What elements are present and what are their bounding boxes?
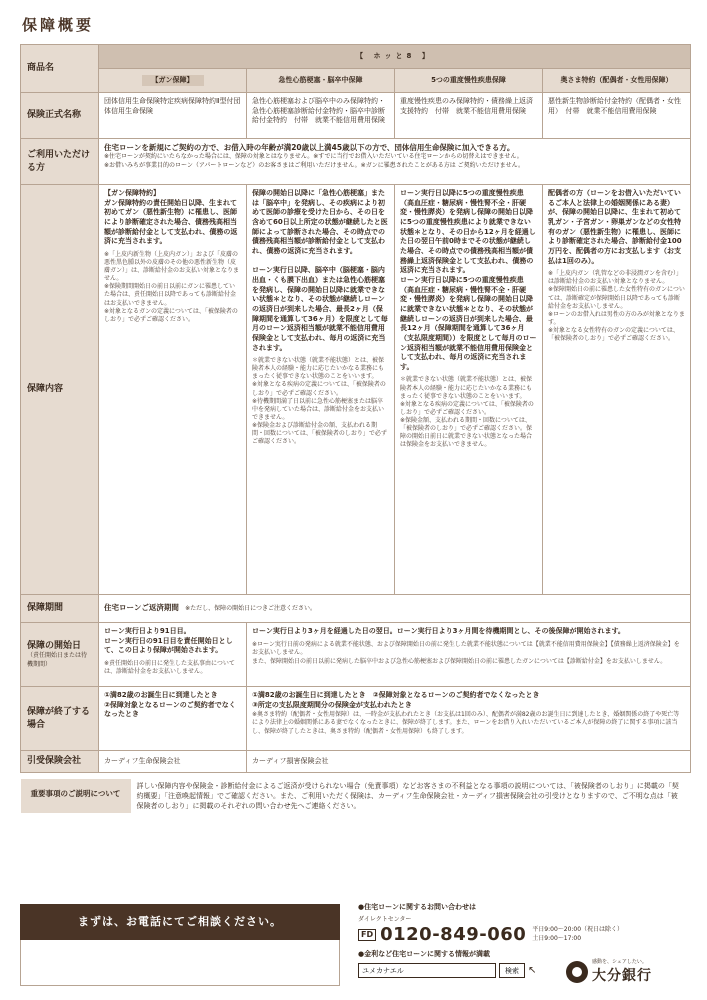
phone-number[interactable]: 0120-849-060 — [380, 924, 527, 945]
content-heart-stroke-main: 保障の開始日以降に「急性心筋梗塞」または「脳卒中」を発病し、その疾病により初めて医師の診療を受けた日から、その日を含めて60日以上所定の状態が継続したと医師によって診断された場合、その時点での債務残高相当額が診断給付金として支払われ、債務の返済に充当されます。 ローン実行日以降、脳卒中（脳梗塞・脳内出血・くも膜下出血）または急性心筋梗塞を発病し、保障の開始日以降に就業できない状態＊となり、その状態が継続しローンの返済日が到来した場合、最長2ヶ月（保障期間を通算して36ヶ月）を限度として毎月のローン返済相当額が就業不能信用費用保険金として支払われ、毎月の返済に充当されます。 — [252, 189, 388, 352]
end-right — [247, 687, 691, 751]
row-label-eligible: ご利用いただける方 — [21, 139, 99, 185]
end-left — [99, 687, 247, 751]
eligible-main: 住宅ローンを新規にご契約の方で、お借入時の年齢が満20歳以上満45歳以下の方で、団体信用生命保険に加入できる方。 — [104, 143, 515, 152]
column-header-heart-stroke: 急性心筋梗塞・脳卒中保障 — [247, 69, 395, 93]
end-right-note: ※奥さま特約（配偶者・女性用保障）は、一時金が支払われたとき（お支払は1回のみ）、配偶者が満82歳のお誕生日に到達したとき、婚姻関係の終了や死亡等により法律上の婚姻関係にある妻でなくなったときに、保障が終了します。また、ローンをお借り入れいただいているご本人が保障の終了に関する事項に該当し、保障が終了したときは、奥さま特約（配偶者・女性用保障）も終了します。 — [252, 711, 680, 735]
search-button[interactable]: 検索 — [499, 963, 525, 978]
official-name-spouse: 悪性新生物診断給付金特約（配偶者・女性用） 付帯 就業不能信用費用保険 — [543, 93, 691, 139]
column-header-spouse: 奥さま特約（配偶者・女性用保障） — [543, 69, 691, 93]
search-input[interactable] — [358, 963, 496, 978]
logo-name: 大分銀行 — [592, 968, 652, 984]
end-left-main: ①満82歳のお誕生日に到達したとき ②保障対象となるローンのご契約者でなくなったとき — [104, 691, 236, 719]
start-left-main: ローン実行日より91日目。 ローン実行日の91日目を責任開始日として、この日より保障が開始されます。 — [104, 627, 233, 655]
start-left — [99, 623, 247, 687]
row-label-product: 商品名 — [21, 45, 99, 93]
start-right — [247, 623, 691, 687]
start-label: 保障の開始日 — [27, 641, 82, 652]
content-chronic-main: ローン実行日以降に5つの重度慢性疾患（高血圧症・糖尿病・慢性腎不全・肝硬変・慢性膵炎）を発病し保障の開始日以降に5つの重度慢性疾患により就業できない状態＊となり、その日から12ヶ月を経過した日の翌日午前0時までその状態が継続した場合、その時点での債務残高相当額が債務繰上返済保険金として支払われ、債務の返済に充当されます。 ローン実行日以降に5つの重度慢性疾患（高血圧症・糖尿病・慢性腎不全・肝硬変・慢性膵炎）を発病し保障の開始日以降に就業できない状態＊となり、その状態が継続しローンの返済日が到来した場合、最長12ヶ月（保障期間を通算して36ヶ月（支払限度期間））を限度として毎月のローン返済相当額が就業不能信用費用保険金として支払われ、毎月の返済に充当されます。 — [400, 189, 537, 371]
hours-weekday: 平日9:00〜20:00（祝日は除く） — [532, 926, 624, 934]
column-header-cancer: 【ガン保障】 — [99, 69, 247, 93]
cta-banner: まずは、お電話にてご相談ください。 — [20, 904, 340, 940]
content-heart-stroke — [247, 185, 395, 595]
insurer-left: カーディフ生命保険会社 — [99, 751, 247, 773]
content-spouse-main: 配偶者の方（ローンをお借入いただいているご本人と法律上の婚姻関係にある妻）が、保障の開始日以降に、生まれて初めて乳ガン・子宮ガン・卵巣ガンなどの女性特有のガン（悪性新生物）に罹患し、医師により診断確定された場合、診断給付金100万円を、配偶者の方にお支払します（お支払は1回のみ）。 — [548, 189, 682, 265]
content-spouse — [543, 185, 691, 595]
content-heart-stroke-notes: ＊就業できない状態（就業不能状態）とは、被保険者本人の経験・能力に応じたいかなる業務にもまったく従事できない状態のことをいいます。 ※対象となる疾病の定義については、「被保険者のしおり」で必ずご確認ください。 ※待機期間満了日以前に急性心筋梗塞または脳卒中を発病していた場合は、診断給付金をお支払いできません。 ※保険金および診断給付金の額、支払われる期間・回数については、「被保険者のしおり」で必ずご確認ください。 — [252, 357, 387, 446]
eligible-cell — [99, 139, 691, 185]
coverage-table — [20, 44, 691, 817]
logo-tagline: 感動を、シェアしたい。 — [592, 959, 647, 965]
content-cancer-main: 【ガン保障特約】 ガン保障特約の責任開始日以降、生まれて初めてガン（悪性新生物）に罹患し、医師により診断確定された場合、債務残高相当額が診断給付金として支払われ、債務の返済に充当されます。 — [104, 189, 238, 246]
row-label-insurer: 引受保険会社 — [21, 751, 99, 773]
search-label: ●金利など住宅ローンに関する情報が満載 — [358, 950, 490, 958]
period-main: 住宅ローンご返済期間 — [104, 603, 179, 613]
period-note: ※ただし、保障の開始日につきご注意ください。 — [185, 605, 317, 613]
logo-mark-icon — [566, 961, 588, 983]
important-text: 詳しい保障内容や保険金・診断給付金によるご返済が受けられない場合（免責事項）などお客さまの不利益となる事項の説明については、「被保険者のしおり」に掲載の「契約概要」「注意喚起情報」でご確認ください。また、ご利用いただく保険は、カーディフ生命保険会社・カーディフ損害保険会社の引受けとなりますので、ご不明な点は「被保険者のしおり」に掲載のそれぞれの問い合わせ先へご連絡ください。 — [136, 782, 679, 811]
content-chronic-notes: ＊就業できない状態（就業不能状態）とは、被保険者本人の経験・能力に応じたいかなる業務にもまったく従事できない状態のことをいいます。 ※対象となる疾病の定義については、「被保険者のしおり」で必ずご確認ください。 ※保険金額、支払われる期間・回数については、「被保険者のしおり」で必ずご確認ください。保障の開始日前日に就業できない状態となった場合は保険金をお支払いできません。 — [400, 376, 534, 449]
contact-sub: ダイレクトセンター — [358, 916, 412, 923]
column-header-chronic: 5つの重度慢性疾患保障 — [395, 69, 543, 93]
important-label: 重要事項のご説明について — [21, 779, 131, 813]
eligible-note-2: ※お借いみちが事業目的のローン（アパートローンなど）のお客さまはご利用いただけません。※ガンに罹患されたことがある方は ご契約いただけません。 — [104, 161, 524, 169]
content-chronic — [395, 185, 543, 595]
contact-label: ●住宅ローンに関するお問い合わせは — [358, 903, 476, 911]
start-right-note-1: ※ローン実行日前の発病による就業不能状態、および保障開始日の前に発生した就業不能状態については【就業不能信用費用保険金】【債務繰上返済保険金】をお支払いしません。 — [252, 640, 680, 656]
row-label-end: 保障が終了する場合 — [21, 687, 99, 751]
hours — [532, 926, 623, 943]
start-right-note-2: また、保障開始日の前日以前に発病した脳卒中および急性心筋梗塞および保障開始日の前に罹患したガンについては【診断給付金】をお支払いしません。 — [252, 657, 667, 665]
end-right-main: ①満82歳のお誕生日に到達したとき ②保障対象となるローンのご契約者でなくなったとき ③所定の支払限度期間分の保険金が支払われたとき — [252, 691, 540, 709]
content-spouse-notes: ※「上皮内ガン（乳管などの非浸潤ガンを含む）」は診断給付金のお支払い対象となりません。 ※保障開始日の前に罹患した女性特有のガンについては、診断確定が保障開始日以降であっても診断給付金をお支払いしません。 ※ローンのお借入れは男性の方のみが対象となります。 ※対象となる女性特有のガンの定義については、「被保険者のしおり」で必ずご確認ください。 — [548, 270, 685, 342]
product-header: 【 ホッと8 】 — [99, 45, 691, 69]
row-label-content: 保障内容 — [21, 185, 99, 595]
content-cancer — [99, 185, 247, 595]
start-left-note: ※責任開始日の前日に発生した支払事由については、診断給付金をお支払いしません。 — [104, 659, 235, 676]
cta-box — [20, 940, 340, 986]
official-name-chronic: 重度慢性疾患のみ保障特約・債務繰上返済支援特約 付帯 就業不能信用費用保険 — [395, 93, 543, 139]
start-label-note: （責任開始日または待機期間） — [27, 652, 88, 668]
content-cancer-notes: ※「上皮内新生物（上皮内ガン）」および「皮膚の悪性黒色腫以外の皮膚のその他の悪性新生物（皮膚ガン）」は、診断給付金のお支払い対象となりません。 ※保険期間開始日の前日以前にガンに罹患していた場合は、責任開始日以降であっても診断給付金はお支払いできません。 ※対象となるガンの定義については、「被保険者のしおり」で必ずご確認ください。 — [104, 250, 240, 323]
official-name-heart-stroke: 急性心筋梗塞および脳卒中のみ保障特約・急性心筋梗塞診断給付金特約・脳卒中診断給付金特約 付帯 就業不能信用費用保険 — [247, 93, 395, 139]
eligible-note-1: ※住宅ローンが契約にいたらなかった場合には、保障の対象とはなりません。※すでに当行でお借入いただいている住宅ローンからの切替えはできません。 — [104, 153, 523, 161]
insurer-right: カーディフ損害保険会社 — [247, 751, 691, 773]
period-cell — [99, 595, 691, 623]
start-right-main: ローン実行日より3ヶ月を経過した日の翌日。ローン実行日より3ヶ月間を待機期間とし、その後保障が開始されます。 — [252, 627, 625, 635]
row-label-official: 保険正式名称 — [21, 93, 99, 139]
row-label-start — [21, 623, 99, 687]
row-label-period: 保障期間 — [21, 595, 99, 623]
important-row — [21, 773, 691, 817]
hours-weekend: 土日9:00〜17:00 — [532, 934, 582, 942]
page-title: 保障概要 — [22, 16, 95, 34]
bank-logo — [566, 958, 652, 985]
freedial-icon: FD — [358, 929, 376, 941]
official-name-cancer: 団体信用生命保険特定疾病保障特約Ⅱ型付団体信用生命保険 — [99, 93, 247, 139]
cursor-icon: ↖ — [528, 965, 537, 976]
